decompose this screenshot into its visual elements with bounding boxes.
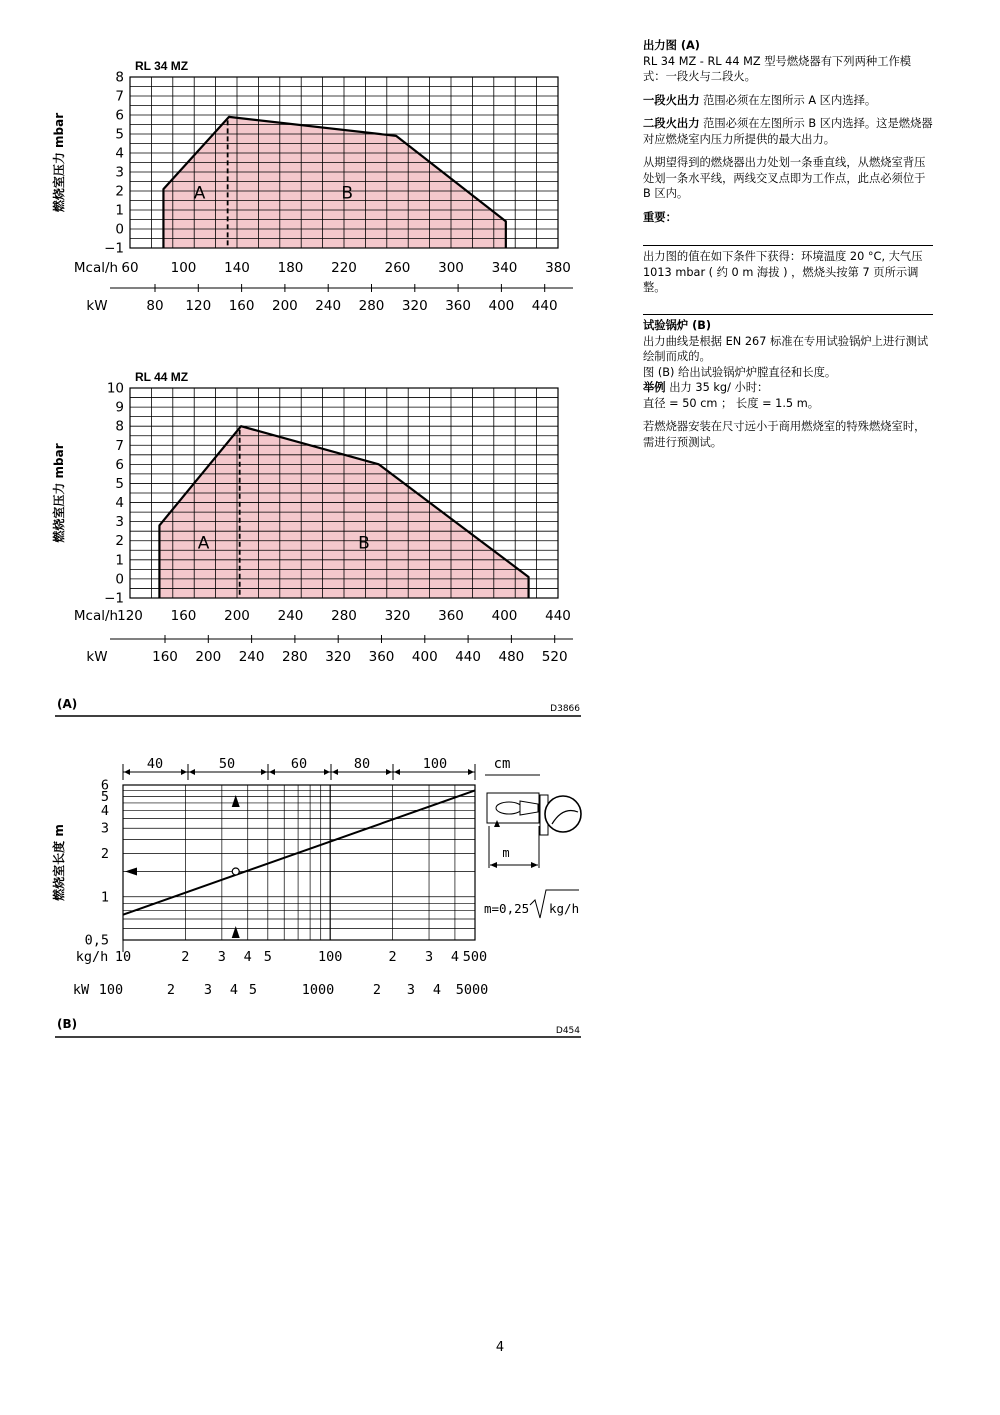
x-tick-label: 400 (491, 608, 518, 624)
y-tick-label: 9 (115, 399, 124, 416)
x-tick-label: 200 (224, 608, 250, 624)
diameter-arrowhead (261, 769, 267, 775)
y-tick-label: 8 (115, 69, 124, 86)
log-x-tick-label: 2 (181, 949, 190, 965)
y-tick-label: 3 (115, 514, 124, 531)
log-x-unit-label: kg/h (75, 949, 109, 965)
y-tick-label: 2 (115, 533, 124, 550)
x2-tick-label: 280 (282, 649, 308, 665)
log-y-tick-label: 2 (100, 846, 109, 863)
x2-tick-label: 320 (325, 649, 352, 665)
para-stage2 (643, 116, 933, 147)
log-x2-tick-label: 3 (203, 982, 213, 998)
log-x2-tick-label: 4 (432, 982, 442, 998)
inset-arrowhead (490, 862, 497, 868)
y-tick-label: 4 (115, 145, 124, 162)
log-x-tick-label: 10 (114, 949, 132, 965)
log-y-tick-label: 0,5 (84, 932, 109, 949)
log-x2-tick-label: 3 (406, 982, 416, 998)
x-tick-label: 340 (491, 260, 518, 276)
x-tick-label: 300 (438, 260, 464, 276)
diameter-tick-label: 60 (290, 756, 308, 772)
x-tick-label: 380 (545, 260, 571, 276)
log-y-axis-label: 燃烧室长度 m (52, 824, 66, 901)
x-unit-label: Mcal/h (73, 260, 119, 276)
y-tick-label: 2 (115, 183, 124, 200)
x-tick-label: 180 (277, 260, 304, 276)
log-x-tick-label: 2 (388, 949, 397, 965)
x2-tick-label: 120 (185, 298, 212, 314)
x2-tick-label: 80 (146, 298, 164, 314)
x-tick-label: 140 (224, 260, 250, 276)
text-stage1: 范围必须在左图所示 A 区内选择。 (699, 93, 877, 107)
log-x-tick-label: 4 (450, 949, 459, 965)
y-axis-label: 燃烧室压力 mbar (52, 112, 66, 213)
y-tick-label: 7 (115, 88, 124, 105)
diameter-arrowhead (189, 769, 195, 775)
log-x-tick-label: 3 (424, 949, 434, 965)
x-tick-label: 160 (170, 608, 197, 624)
y-tick-label: 10 (106, 380, 124, 397)
x2-tick-label: 400 (488, 298, 515, 314)
diameter-tick-label: 50 (218, 756, 236, 772)
section-title-boiler: 试验锅炉 (B) (643, 319, 712, 332)
region-label-b: B (358, 533, 370, 554)
diameter-tick-label: 100 (422, 756, 448, 772)
para-pretest: 若燃烧器安装在尺寸远小于商用燃烧室的特殊燃烧室时，需进行预测试。 (643, 420, 926, 449)
divider (643, 245, 933, 246)
x2-tick-label: 520 (541, 649, 568, 665)
y-tick-label: −1 (104, 240, 124, 257)
log-y-tick-label: 4 (100, 802, 109, 819)
x-tick-label: 60 (121, 260, 139, 276)
figure-b-code: D454 (555, 1026, 580, 1036)
label-example: 举例 (643, 381, 666, 394)
para-fig-b: 图 (B) 给出试验锅炉炉膛直径和长度。 (643, 365, 837, 379)
x-tick-label: 360 (438, 608, 464, 624)
log-x2-tick-label: 2 (166, 982, 176, 998)
x-tick-label: 280 (331, 608, 357, 624)
region-label-b: B (341, 183, 354, 204)
x2-tick-label: 240 (238, 649, 265, 665)
region-label-a: A (197, 533, 210, 554)
x2-tick-label: 440 (531, 298, 558, 314)
x-tick-label: 240 (277, 608, 304, 624)
x-tick-label: 220 (331, 260, 357, 276)
diameter-arrowhead (394, 769, 400, 775)
y-tick-label: 4 (115, 495, 124, 512)
log-x-tick-label: 5 (263, 949, 272, 965)
log-y-tick-label: 6 (100, 777, 109, 794)
x-tick-label: 440 (545, 608, 571, 624)
label-stage2: 二段火出力 (643, 117, 700, 130)
y-tick-label: 6 (115, 456, 124, 473)
chart-title: RL 34 MZ (135, 59, 189, 73)
chart-title: RL 44 MZ (135, 370, 189, 384)
inset-burner-body (545, 796, 581, 832)
log-y-tick-label: 1 (100, 889, 109, 906)
inset-length-label: m (502, 846, 510, 860)
figure-b-label: (B) (57, 1017, 78, 1031)
figure-a-code: D3866 (550, 704, 580, 714)
para-dimensions: 直径 = 50 cm ； 长度 = 1.5 m。 (643, 396, 820, 410)
example-point (232, 868, 239, 875)
log-x2-tick-label: 4 (229, 982, 239, 998)
para-modes: RL 34 MZ - RL 44 MZ 型号燃烧器有下列两种工作模式：一段火与二段火。 (643, 54, 912, 83)
divider (643, 314, 933, 315)
diameter-arrowhead (332, 769, 338, 775)
y-axis-label: 燃烧室压力 mbar (52, 443, 66, 543)
y-tick-label: 8 (115, 418, 124, 435)
para-en267: 出力曲线是根据 EN 267 标准在专用试验锅炉上进行测试绘制而成的。 (643, 334, 929, 363)
x-unit-label: Mcal/h (73, 608, 119, 624)
inset-burner-head (520, 801, 538, 815)
label-stage1: 一段火出力 (643, 93, 700, 107)
log-x-tick-label: 3 (217, 949, 226, 965)
y-tick-label: 1 (115, 202, 124, 219)
y-tick-label: 6 (115, 107, 124, 124)
important-heading: 重要： (643, 210, 677, 224)
log-x2-tick-label: 5000 (455, 982, 489, 998)
inset-flame (496, 802, 522, 814)
diameter-tick-label: 80 (353, 756, 371, 772)
x2-unit-label: kW (86, 298, 108, 314)
log-x2-unit-label: kW (72, 982, 90, 998)
x-tick-label: 100 (170, 260, 197, 276)
x2-tick-label: 240 (315, 298, 342, 314)
log-x-tick-label: 4 (243, 949, 252, 965)
x-tick-label: 260 (384, 260, 411, 276)
log-x2-tick-label: 2 (372, 982, 382, 998)
x2-tick-label: 400 (411, 649, 438, 665)
y-tick-label: 1 (115, 552, 124, 569)
log-x2-tick-label: 5 (248, 982, 258, 998)
formula-label: m=0,25 (484, 901, 530, 916)
para-example (643, 380, 933, 396)
y-tick-label: 0 (115, 221, 124, 238)
diameter-unit-label: cm (493, 756, 511, 772)
log-y-tick-label: 3 (100, 820, 109, 837)
text-example: 出力 35 kg/ 小时： (665, 381, 769, 394)
figure-a-label: (A) (57, 697, 78, 711)
log-x2-tick-label: 1000 (301, 982, 335, 998)
x-tick-label: 120 (117, 608, 143, 624)
marker-arrow-up (232, 926, 240, 938)
log-y-tick-label: 5 (100, 788, 109, 805)
para-stage1 (643, 93, 933, 109)
diameter-arrowhead (324, 769, 330, 775)
inset-arrowhead (531, 862, 538, 868)
diameter-arrowhead (124, 769, 130, 775)
x2-tick-label: 320 (401, 298, 428, 314)
diameter-arrowhead (386, 769, 392, 775)
section-output-chart (643, 38, 933, 225)
para-workpoint: 从期望得到的燃烧器出力处划一条垂直线，从燃烧室背压处划一条水平线，两线交叉点即为工作点，此点必须位于 B 区内。 (643, 156, 926, 200)
formula-radicand: kg/h (549, 901, 580, 916)
diameter-arrowhead (181, 769, 187, 775)
length-curve (123, 790, 475, 914)
x2-tick-label: 200 (272, 298, 298, 314)
section-title-output: 出力图 (A) (643, 39, 700, 52)
diameter-tick-label: 40 (146, 756, 164, 772)
y-tick-label: −1 (104, 590, 124, 607)
x2-tick-label: 280 (358, 298, 385, 314)
x2-tick-label: 360 (368, 649, 395, 665)
x2-tick-label: 480 (498, 649, 525, 665)
log-x2-tick-label: 100 (98, 982, 124, 998)
text-stage2: 范围必须在左图所示 B 区内选择。这是燃烧器对应燃烧室内压力所提供的最大出力。 (643, 117, 933, 146)
x2-tick-label: 360 (445, 298, 471, 314)
region-label-a: A (193, 183, 206, 204)
x2-tick-label: 160 (152, 649, 178, 665)
section-test-boiler (643, 318, 933, 450)
section-conditions (643, 249, 933, 296)
x-tick-label: 320 (384, 608, 411, 624)
x2-tick-label: 160 (228, 298, 255, 314)
y-tick-label: 7 (115, 437, 124, 454)
x2-tick-label: 440 (455, 649, 481, 665)
y-tick-label: 3 (115, 164, 124, 181)
marker-arrow-up (232, 795, 240, 807)
y-tick-label: 5 (115, 126, 124, 143)
diameter-arrowhead (269, 769, 275, 775)
log-x-tick-label: 100 (317, 949, 343, 965)
x2-unit-label: kW (86, 649, 108, 665)
para-conditions: 出力图的值在如下条件下获得：环境温度 20 °C, 大气压 1013 mbar ( 约 0 m 海拔 ) ，燃烧头按第 7 页所示调整。 (643, 250, 923, 294)
x2-tick-label: 200 (195, 649, 222, 665)
y-tick-label: 0 (115, 571, 124, 588)
diameter-arrowhead (468, 769, 474, 775)
marker-arrow-left (125, 867, 137, 875)
log-x-tick-label: 500 (462, 949, 488, 965)
y-tick-label: 5 (115, 475, 124, 492)
page-number: 4 (495, 1340, 505, 1355)
